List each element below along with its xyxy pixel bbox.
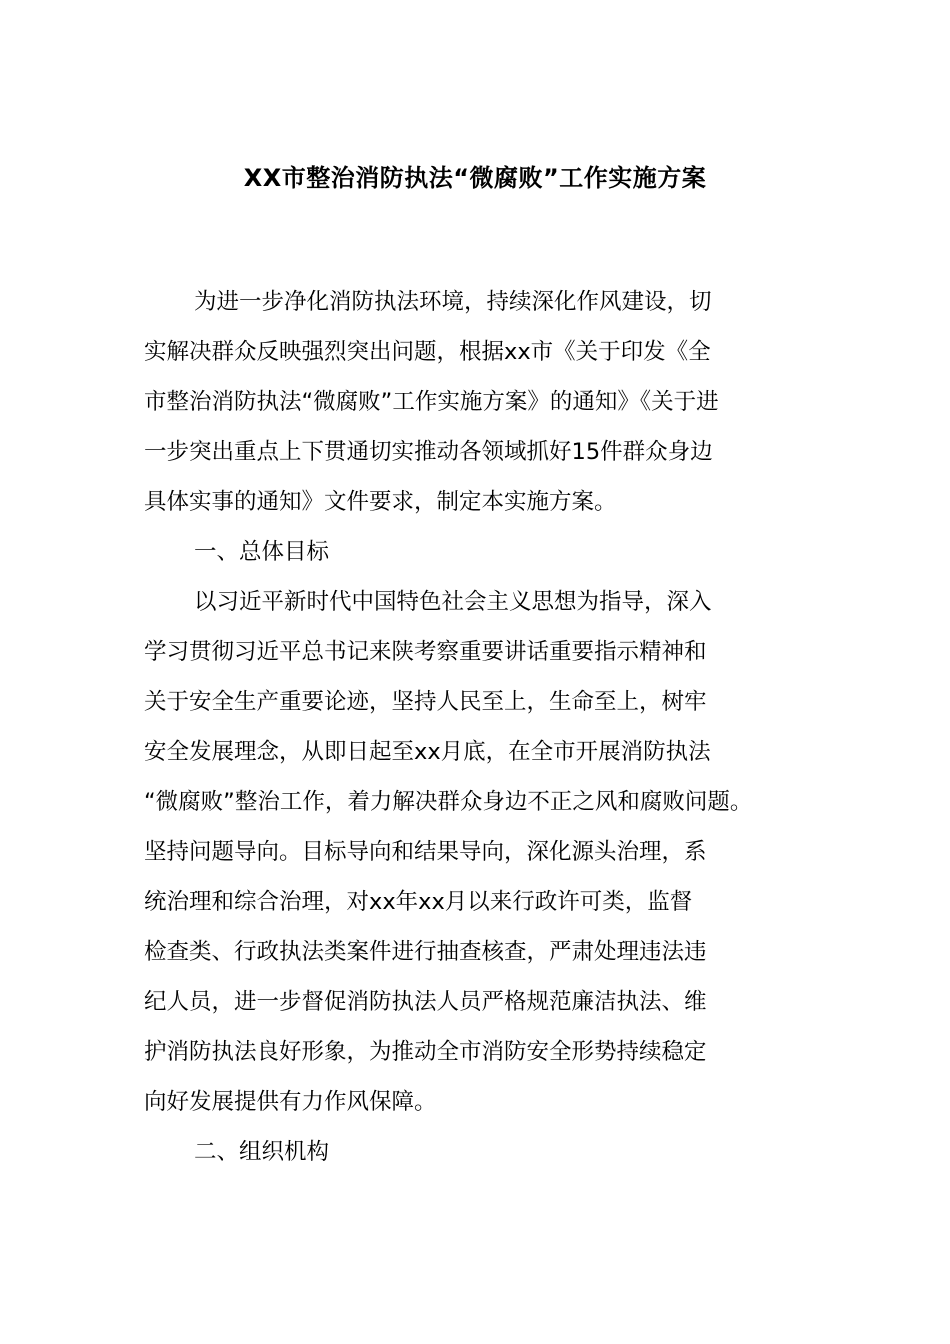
paragraph-line: 关于安全生产重要论迹，坚持人民至上，生命至上，树牢 (144, 689, 707, 715)
paragraph-line: “微腐败”整治工作，着力解决群众身边不正之风和腐败问题。 (144, 789, 753, 815)
paragraph-line: 向好发展提供有力作风保障。 (144, 1089, 437, 1115)
paragraph-line: 护消防执法良好形象，为推动全市消防安全形势持续稳定 (144, 1039, 707, 1065)
paragraph-line: 安全发展理念，从即日起至xx月底，在全市开展消防执法 (144, 739, 711, 765)
section-heading-overall-goal: 一、总体目标 (194, 539, 330, 565)
paragraph-line: 具体实事的通知》文件要求，制定本实施方案。 (144, 489, 617, 515)
paragraph-line: 一步突出重点上下贯通切实推动各领域抓好15件群众身边 (144, 439, 713, 465)
paragraph-line: 纪人员，进一步督促消防执法人员严格规范廉洁执法、维 (144, 989, 707, 1015)
paragraph-line: 坚持问题导向。目标导向和结果导向，深化源头治理，系 (144, 839, 707, 865)
paragraph-line: 实解决群众反映强烈突出问题，根据xx市《关于印发《全 (144, 339, 711, 365)
paragraph-line: 为进一步净化消防执法环境，持续深化作风建设，切 (194, 289, 712, 315)
paragraph-line: 检查类、行政执法类案件进行抽查核查，严肃处理违法违 (144, 939, 707, 965)
paragraph-line: 以习近平新时代中国特色社会主义思想为指导，深入 (194, 589, 712, 615)
document-title: XX市整治消防执法“微腐败”工作实施方案 (243, 164, 707, 192)
document-body (144, 277, 808, 1177)
paragraph-line: 市整治消防执法“微腐败”工作实施方案》的通知》《关于进 (144, 389, 719, 415)
paragraph-line: 学习贯彻习近平总书记来陕考察重要讲话重要指示精神和 (144, 639, 707, 665)
section-heading-organization: 二、组织机构 (194, 1139, 330, 1165)
paragraph-line: 统治理和综合治理，对xx年xx月以来行政许可类，监督 (144, 889, 693, 915)
